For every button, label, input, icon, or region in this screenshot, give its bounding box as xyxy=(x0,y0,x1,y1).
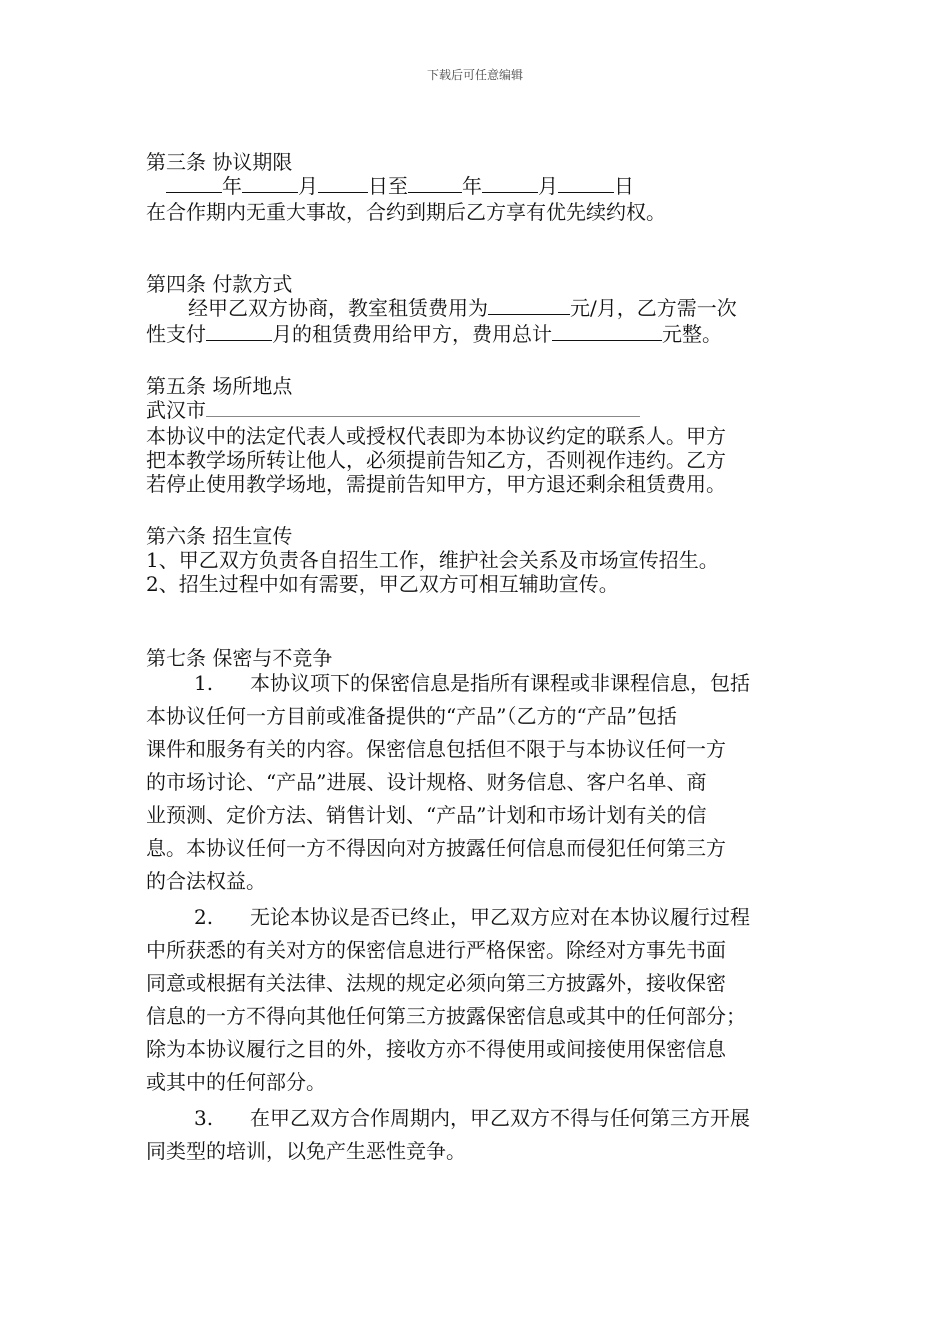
article-4-title: 第四条 付款方式 xyxy=(146,272,293,296)
article-6-title: 第六条 招生宣传 xyxy=(146,524,293,548)
article-4-line-1: 经甲乙双方协商，教室租赁费用为 元/月，乙方需一次 xyxy=(188,296,737,320)
article-3-title: 第三条 协议期限 xyxy=(146,150,293,174)
article-7-clause-1: 1. 本协议项下的保密信息是指所有课程或非课程信息，包括 本协议任何一方目前或准备提供的“产品”（乙方的“产品”包括 课件和服务有关的内容。保密信息包括但不限于与本协议任何一方 的市场讨论、“产品”进展、设计规格、财务信息、客户名单、商 业预测、定价方法、销售计划、“产品”计划和市场计划有关的信 息。本协议任何一方不得因向对方披露任何信息而侵犯任何第三方 的合法权益。 xyxy=(146,667,816,898)
article-6-item-2: 2、招生过程中如有需要，甲乙双方可相互辅助宣传。 xyxy=(146,572,619,596)
article-7-title: 第七条 保密与不竞争 xyxy=(146,646,333,670)
article-3-text: 在合作期内无重大事故，合约到期后乙方享有优先续约权。 xyxy=(146,200,666,224)
article-3-date-line: 年 月 日至 年 月 日 xyxy=(166,174,634,198)
article-5-address: 武汉市 xyxy=(146,398,640,422)
article-5-title: 第五条 场所地点 xyxy=(146,374,293,398)
page-header: 下载后可任意编辑 xyxy=(426,68,523,82)
article-7-clause-3: 3. 在甲乙双方合作周期内，甲乙双方不得与任何第三方开展 同类型的培训，以免产生恶性竞争。 xyxy=(146,1102,816,1168)
article-6-item-1: 1、甲乙双方负责各自招生工作，维护社会关系及市场宣传招生。 xyxy=(146,548,719,572)
article-4-line-2: 性支付 月的租赁费用给甲方，费用总计 元整。 xyxy=(146,322,722,346)
clause-2-number: 2. xyxy=(194,905,214,929)
clause-1-number: 1. xyxy=(194,671,214,695)
article-5-line-3: 若停止使用教学场地，需提前告知甲方，甲方退还剩余租赁费用。 xyxy=(146,472,726,496)
article-5-line-2: 把本教学场所转让他人，必须提前告知乙方，否则视作违约。乙方 xyxy=(146,448,726,472)
article-5-line-1: 本协议中的法定代表人或授权代表即为本协议约定的联系人。甲方 xyxy=(146,424,726,448)
article-7-clause-2: 2. 无论本协议是否已终止，甲乙双方应对在本协议履行过程 中所获悉的有关对方的保密信息进行严格保密。除经对方事先书面 同意或根据有关法律、法规的规定必须向第三方披露外，接收保密 信息的一方不得向其他任何第三方披露保密信息或其中的任何部分； 除为本协议履行之目的外，接收方亦不得使用或间接使用保密信息 或其中的任何部分。 xyxy=(146,901,816,1099)
clause-3-number: 3. xyxy=(194,1106,214,1130)
